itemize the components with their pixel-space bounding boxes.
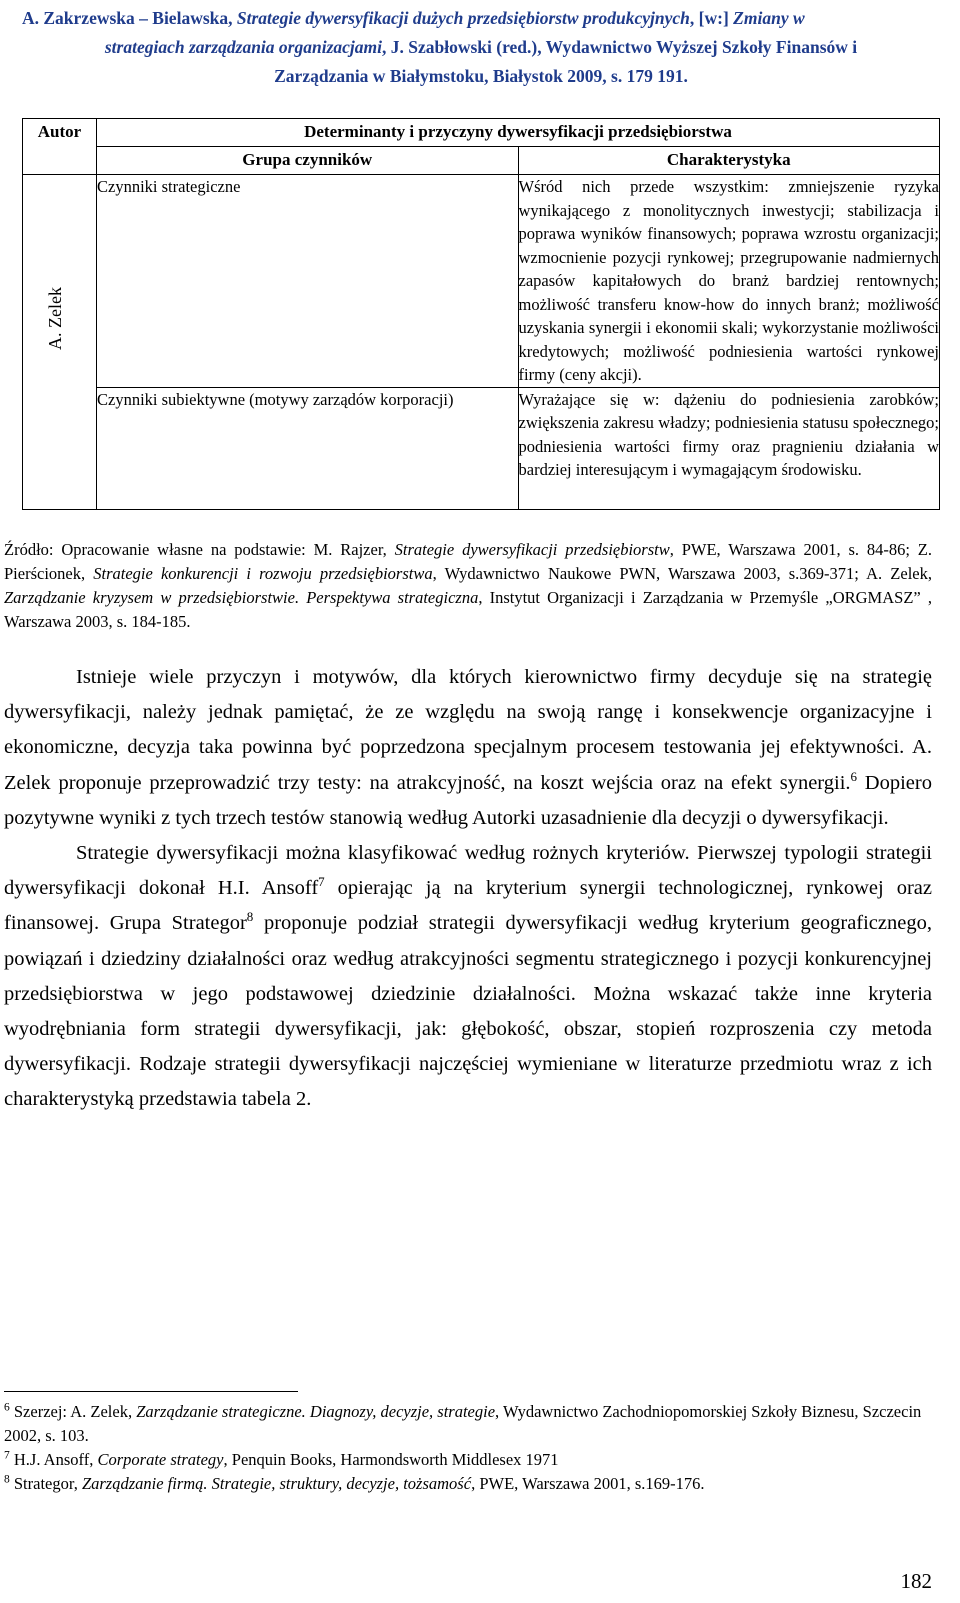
source-text: , Wydawnictwo Naukowe PWN, Warszawa 2003, s.369-371; A. Zelek, (432, 564, 932, 583)
footnote-number: 8 (4, 1473, 10, 1486)
paragraph (4, 836, 932, 1118)
footnote-text: , Penquin Books, Harmondsworth Middlesex 1971 (223, 1450, 559, 1469)
header-line-1 (22, 4, 940, 33)
footnote (4, 1448, 932, 1472)
footnote-title: Zarządzanie strategiczne. Diagnozy, decyzje, strategie (136, 1402, 496, 1421)
footnote-text: Szerzej: A. Zelek, (9, 1402, 137, 1421)
bibliographic-header (22, 4, 940, 91)
header-author: A. Zakrzewska – Bielawska, (22, 8, 237, 28)
table-source (4, 538, 932, 634)
footnote (4, 1472, 932, 1496)
source-text: , Instytut Organizacji i Zarządzania w Przemyśle „ORGMASZ” , Warszawa 2003, s. 184-185. (4, 588, 932, 631)
header-text: , [w:] (689, 8, 734, 28)
footnote (4, 1400, 932, 1448)
table-row (23, 387, 940, 509)
header-author-cell: Autor (23, 119, 97, 175)
paragraph-text: proponuje podział strategii dywersyfikacji według kryterium geograficznego, powiązań i dziedziny działalności oraz według atrakcyjności segmentu strategicznego i pozycji konkurencyjnej przedsiębiorstwa w jego podstawowej dziedzinie działalności. Można wskazać także inne kryteria wyodrębniania form strategii dywersyfikacji, jak: głębokość, obszar, stopień rozproszenia czy metoda dywersyfikacji. Rodzaje strategii dywersyfikacji najczęściej wymieniane w literaturze przedmiotu wraz z ich charakterystyką przedstawia tabela 2. (4, 912, 932, 1111)
footnote-ref[interactable]: 8 (246, 909, 254, 925)
paragraph-text: Strategie dywersyfikacji można klasyfikować według rożnych kryteriów. Pierwszej typologii strategii dywersyfikacji dokonał H.I. Ansoff (4, 842, 932, 900)
footnote-number: 7 (4, 1449, 10, 1462)
paragraph-text: Dopiero pozytywne wyniki z tych trzech testów stanowią według Autorki uzasadnienie dla decyzji o dywersyfikacji. (4, 771, 932, 829)
source-title: Strategie konkurencji i rozwoju przedsiębiorstwa (93, 564, 433, 583)
footnote-text: H.J. Ansoff, (9, 1450, 98, 1469)
table-row (23, 175, 940, 388)
page-number: 182 (900, 1569, 932, 1593)
source-text: , PWE, Warszawa 2001, s. 84-86; Z. Pierścionek, (4, 540, 932, 583)
body-text (4, 660, 932, 1118)
footnote-text: Strategor, (9, 1474, 82, 1493)
header-main-cell: Determinanty i przyczyny dywersyfikacji przedsiębiorstwa (97, 119, 940, 147)
footnote-number: 6 (4, 1401, 10, 1414)
source-title: Strategie dywersyfikacji przedsiębiorstw (394, 540, 670, 559)
determinants-table (22, 118, 940, 510)
header-line-2 (22, 33, 940, 62)
footnote-ref[interactable]: 7 (318, 874, 325, 890)
footnote-separator (4, 1391, 298, 1392)
header-title: Zmiany w (733, 8, 805, 28)
paragraph-text: Istnieje wiele przyczyn i motywów, dla których kierownictwo firmy decyduje się na strategię dywersyfikacji, należy jednak pamiętać, że ze względu na swoją rangę i konsekwencje organizacyjne i ekonomiczne, decyzja taka powinna być poprzedzona specjalnym procesem testowania jej efektywności. A. Zelek proponuje przeprowadzić trzy testy: na atrakcyjność, na koszt wejścia oraz na efekt synergii. (4, 666, 932, 794)
description-cell: Wśród nich przede wszystkim: zmniejszenie ryzyka wynikającego z monolitycznych inwestycji; stabilizacja i poprawa wyników finansowych; poprawa wzrostu organizacji; wzmocnienie pozycji rynkowej; przegrupowanie nadmiernych zapasów kapitałowych do branż bardziej rentownych; możliwość transferu know-how do innych branż; możliwość uzyskania synergii i ekonomii skali; wykorzystanie możliwości kredytowych; możliwość podniesienia wartości rynkowej firmy (ceny akcji). (518, 175, 940, 388)
author-cell (23, 175, 97, 510)
table-subheader-row (23, 147, 940, 175)
group-cell: Czynniki subiektywne (motywy zarządów korporacji) (97, 387, 519, 509)
footnotes (4, 1400, 932, 1496)
table-header-row (23, 119, 940, 147)
header-text: , J. Szabłowski (red.), Wydawnictwo Wyższej Szkoły Finansów i (382, 37, 858, 57)
header-line-3: Zarządzania w Białymstoku, Białystok 2009, s. 179 191. (274, 66, 688, 86)
header-title: strategiach zarządzania organizacjami (104, 37, 382, 57)
header-title: Strategie dywersyfikacji dużych przedsiębiorstw produkcyjnych (236, 8, 690, 28)
author-name: A. Zelek (45, 287, 65, 350)
group-cell: Czynniki strategiczne (97, 175, 519, 388)
header-characteristics-cell: Charakterystyka (518, 147, 940, 175)
source-title: Zarządzanie kryzysem w przedsiębiorstwie. Perspektywa strategiczna (4, 588, 479, 607)
footnote-text: , Wydawnictwo Zachodniopomorskiej Szkoły Biznesu, Szczecin 2002, s. 103. (4, 1402, 922, 1445)
description-cell: Wyrażające się w: dążeniu do podniesienia zarobków; zwiększenia zakresu władzy; podniesienia statusu społecznego; podniesienia wartości firmy oraz pragnieniu działania w bardziej interesującym i wymagającym środowisku. (518, 387, 940, 509)
footnote-title: Corporate strategy (97, 1450, 224, 1469)
author-wrap (23, 175, 96, 509)
paragraph (4, 660, 932, 836)
header-group-cell: Grupa czynników (97, 147, 519, 175)
footnote-text: , PWE, Warszawa 2001, s.169-176. (471, 1474, 705, 1493)
paragraph-text: opierając ją na kryterium synergii technologicznej, rynkowej oraz finansowej. Grupa Strategor (4, 877, 932, 935)
footnote-title: Zarządzanie firmą. Strategie, struktury, decyzje, tożsamość (81, 1474, 472, 1493)
footnote-ref[interactable]: 6 (850, 768, 858, 784)
source-text: Źródło: Opracowanie własne na podstawie: M. Rajzer, (4, 540, 395, 559)
